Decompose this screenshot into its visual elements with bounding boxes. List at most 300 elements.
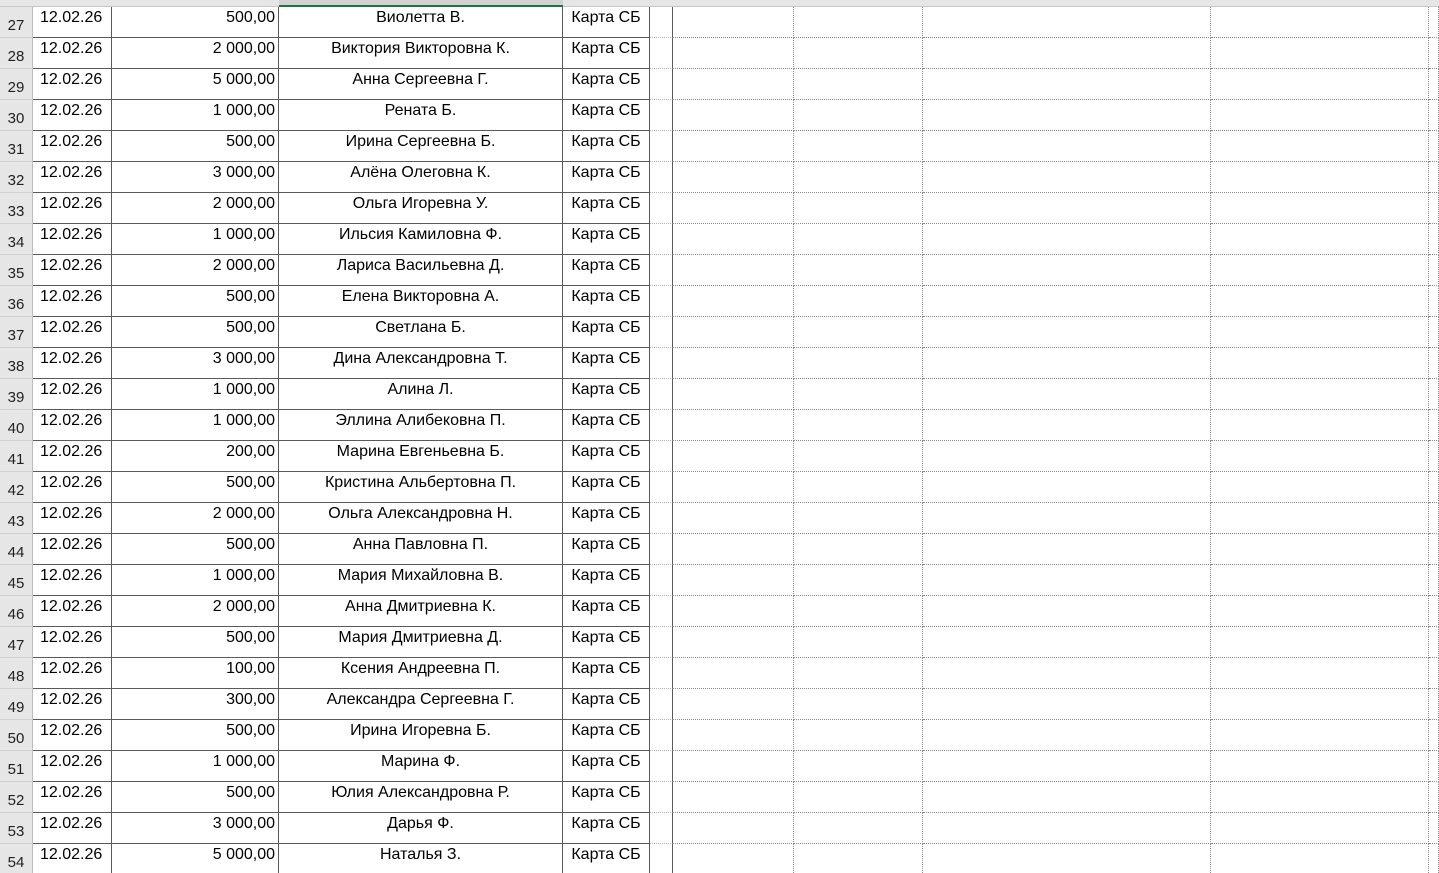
empty-cell[interactable] <box>1211 844 1429 873</box>
row-header[interactable]: 52 <box>0 782 33 813</box>
empty-cell[interactable] <box>650 441 673 472</box>
amount-cell[interactable]: 3 000,00 <box>112 162 279 193</box>
name-cell[interactable]: Рената Б. <box>279 100 563 131</box>
amount-cell[interactable]: 300,00 <box>112 689 279 720</box>
name-cell[interactable]: Эллина Алибековна П. <box>279 410 563 441</box>
empty-cell[interactable] <box>923 720 1211 751</box>
empty-cell[interactable] <box>1211 100 1429 131</box>
empty-cell[interactable] <box>1211 193 1429 224</box>
empty-cell[interactable] <box>1429 100 1439 131</box>
date-cell[interactable]: 12.02.26 <box>33 255 112 286</box>
empty-cell[interactable] <box>1429 782 1439 813</box>
date-cell[interactable]: 12.02.26 <box>33 193 112 224</box>
empty-cell[interactable] <box>673 782 794 813</box>
name-cell[interactable]: Алёна Олеговна К. <box>279 162 563 193</box>
empty-cell[interactable] <box>794 472 923 503</box>
empty-cell[interactable] <box>1211 627 1429 658</box>
empty-cell[interactable] <box>650 720 673 751</box>
empty-cell[interactable] <box>673 441 794 472</box>
name-cell[interactable]: Анна Сергеевна Г. <box>279 69 563 100</box>
empty-cell[interactable] <box>673 844 794 873</box>
empty-cell[interactable] <box>1429 472 1439 503</box>
payment-method-cell[interactable]: Карта СБ <box>563 596 650 627</box>
empty-cell[interactable] <box>923 162 1211 193</box>
date-cell[interactable]: 12.02.26 <box>33 658 112 689</box>
row-header[interactable]: 40 <box>0 410 33 441</box>
empty-cell[interactable] <box>1211 255 1429 286</box>
row-header[interactable]: 27 <box>0 7 33 38</box>
name-cell[interactable]: Наталья З. <box>279 844 563 873</box>
empty-cell[interactable] <box>794 534 923 565</box>
amount-cell[interactable]: 3 000,00 <box>112 348 279 379</box>
empty-cell[interactable] <box>1211 534 1429 565</box>
empty-cell[interactable] <box>1211 379 1429 410</box>
empty-cell[interactable] <box>794 162 923 193</box>
payment-method-cell[interactable]: Карта СБ <box>563 441 650 472</box>
payment-method-cell[interactable]: Карта СБ <box>563 627 650 658</box>
empty-cell[interactable] <box>1429 627 1439 658</box>
payment-method-cell[interactable]: Карта СБ <box>563 224 650 255</box>
row-header[interactable]: 38 <box>0 348 33 379</box>
empty-cell[interactable] <box>1211 162 1429 193</box>
date-cell[interactable]: 12.02.26 <box>33 782 112 813</box>
empty-cell[interactable] <box>794 69 923 100</box>
name-cell[interactable]: Анна Павловна П. <box>279 534 563 565</box>
empty-cell[interactable] <box>1429 534 1439 565</box>
empty-cell[interactable] <box>794 224 923 255</box>
empty-cell[interactable] <box>650 596 673 627</box>
empty-cell[interactable] <box>650 689 673 720</box>
empty-cell[interactable] <box>650 131 673 162</box>
date-cell[interactable]: 12.02.26 <box>33 503 112 534</box>
empty-cell[interactable] <box>923 751 1211 782</box>
payment-method-cell[interactable]: Карта СБ <box>563 69 650 100</box>
empty-cell[interactable] <box>673 7 794 38</box>
empty-cell[interactable] <box>923 69 1211 100</box>
empty-cell[interactable] <box>1211 658 1429 689</box>
payment-method-cell[interactable]: Карта СБ <box>563 162 650 193</box>
row-header[interactable]: 34 <box>0 224 33 255</box>
empty-cell[interactable] <box>673 38 794 69</box>
amount-cell[interactable]: 200,00 <box>112 441 279 472</box>
date-cell[interactable]: 12.02.26 <box>33 100 112 131</box>
row-header[interactable]: 48 <box>0 658 33 689</box>
empty-cell[interactable] <box>673 193 794 224</box>
empty-cell[interactable] <box>923 441 1211 472</box>
empty-cell[interactable] <box>794 565 923 596</box>
row-header[interactable]: 53 <box>0 813 33 844</box>
date-cell[interactable]: 12.02.26 <box>33 751 112 782</box>
date-cell[interactable]: 12.02.26 <box>33 69 112 100</box>
name-cell[interactable]: Кристина Альбертовна П. <box>279 472 563 503</box>
empty-cell[interactable] <box>650 503 673 534</box>
date-cell[interactable]: 12.02.26 <box>33 472 112 503</box>
empty-cell[interactable] <box>794 751 923 782</box>
date-cell[interactable]: 12.02.26 <box>33 286 112 317</box>
amount-cell[interactable]: 2 000,00 <box>112 255 279 286</box>
empty-cell[interactable] <box>650 565 673 596</box>
empty-cell[interactable] <box>1211 410 1429 441</box>
empty-cell[interactable] <box>794 782 923 813</box>
date-cell[interactable]: 12.02.26 <box>33 720 112 751</box>
row-header[interactable]: 43 <box>0 503 33 534</box>
amount-cell[interactable]: 500,00 <box>112 286 279 317</box>
empty-cell[interactable] <box>673 565 794 596</box>
empty-cell[interactable] <box>650 379 673 410</box>
empty-cell[interactable] <box>794 317 923 348</box>
empty-cell[interactable] <box>673 813 794 844</box>
selected-column-header[interactable] <box>279 0 563 7</box>
empty-cell[interactable] <box>923 100 1211 131</box>
amount-cell[interactable]: 500,00 <box>112 317 279 348</box>
empty-cell[interactable] <box>673 720 794 751</box>
payment-method-cell[interactable]: Карта СБ <box>563 534 650 565</box>
empty-cell[interactable] <box>1211 565 1429 596</box>
date-cell[interactable]: 12.02.26 <box>33 131 112 162</box>
empty-cell[interactable] <box>923 689 1211 720</box>
name-cell[interactable]: Виктория Викторовна К. <box>279 38 563 69</box>
payment-method-cell[interactable]: Карта СБ <box>563 193 650 224</box>
payment-method-cell[interactable]: Карта СБ <box>563 782 650 813</box>
empty-cell[interactable] <box>650 38 673 69</box>
date-cell[interactable]: 12.02.26 <box>33 534 112 565</box>
row-header[interactable]: 51 <box>0 751 33 782</box>
empty-cell[interactable] <box>650 162 673 193</box>
empty-cell[interactable] <box>1429 813 1439 844</box>
empty-cell[interactable] <box>923 193 1211 224</box>
empty-cell[interactable] <box>794 255 923 286</box>
empty-cell[interactable] <box>650 782 673 813</box>
empty-cell[interactable] <box>1211 286 1429 317</box>
row-header[interactable]: 54 <box>0 844 33 873</box>
date-cell[interactable]: 12.02.26 <box>33 844 112 873</box>
empty-cell[interactable] <box>1211 441 1429 472</box>
empty-cell[interactable] <box>923 565 1211 596</box>
date-cell[interactable]: 12.02.26 <box>33 38 112 69</box>
amount-cell[interactable]: 2 000,00 <box>112 503 279 534</box>
name-cell[interactable]: Мария Дмитриевна Д. <box>279 627 563 658</box>
empty-cell[interactable] <box>1429 689 1439 720</box>
name-cell[interactable]: Ильсия Камиловна Ф. <box>279 224 563 255</box>
empty-cell[interactable] <box>650 348 673 379</box>
payment-method-cell[interactable]: Карта СБ <box>563 844 650 873</box>
name-cell[interactable]: Ксения Андреевна П. <box>279 658 563 689</box>
amount-cell[interactable]: 500,00 <box>112 131 279 162</box>
empty-cell[interactable] <box>673 348 794 379</box>
empty-cell[interactable] <box>673 472 794 503</box>
payment-method-cell[interactable]: Карта СБ <box>563 286 650 317</box>
empty-cell[interactable] <box>650 627 673 658</box>
name-cell[interactable]: Марина Евгеньевна Б. <box>279 441 563 472</box>
empty-cell[interactable] <box>673 658 794 689</box>
payment-method-cell[interactable]: Карта СБ <box>563 565 650 596</box>
row-header[interactable]: 49 <box>0 689 33 720</box>
empty-cell[interactable] <box>794 627 923 658</box>
row-header[interactable]: 41 <box>0 441 33 472</box>
empty-cell[interactable] <box>1211 348 1429 379</box>
empty-cell[interactable] <box>1211 317 1429 348</box>
date-cell[interactable]: 12.02.26 <box>33 813 112 844</box>
amount-cell[interactable]: 2 000,00 <box>112 193 279 224</box>
empty-cell[interactable] <box>650 286 673 317</box>
empty-cell[interactable] <box>673 751 794 782</box>
empty-cell[interactable] <box>794 844 923 873</box>
amount-cell[interactable]: 1 000,00 <box>112 565 279 596</box>
empty-cell[interactable] <box>923 7 1211 38</box>
empty-cell[interactable] <box>923 472 1211 503</box>
payment-method-cell[interactable]: Карта СБ <box>563 658 650 689</box>
amount-cell[interactable]: 500,00 <box>112 7 279 38</box>
empty-cell[interactable] <box>1429 224 1439 255</box>
row-header[interactable]: 47 <box>0 627 33 658</box>
row-header[interactable]: 30 <box>0 100 33 131</box>
name-cell[interactable]: Светлана Б. <box>279 317 563 348</box>
empty-cell[interactable] <box>923 782 1211 813</box>
empty-cell[interactable] <box>650 813 673 844</box>
row-header[interactable]: 44 <box>0 534 33 565</box>
amount-cell[interactable]: 500,00 <box>112 534 279 565</box>
payment-method-cell[interactable]: Карта СБ <box>563 255 650 286</box>
name-cell[interactable]: Елена Викторовна А. <box>279 286 563 317</box>
empty-cell[interactable] <box>1429 131 1439 162</box>
empty-cell[interactable] <box>673 162 794 193</box>
name-cell[interactable]: Ирина Игоревна Б. <box>279 720 563 751</box>
date-cell[interactable]: 12.02.26 <box>33 162 112 193</box>
empty-cell[interactable] <box>794 131 923 162</box>
payment-method-cell[interactable]: Карта СБ <box>563 813 650 844</box>
row-header[interactable]: 36 <box>0 286 33 317</box>
empty-cell[interactable] <box>923 38 1211 69</box>
empty-cell[interactable] <box>673 255 794 286</box>
name-cell[interactable]: Мария Михайловна В. <box>279 565 563 596</box>
name-cell[interactable]: Лариса Васильевна Д. <box>279 255 563 286</box>
empty-cell[interactable] <box>1211 38 1429 69</box>
row-header[interactable]: 45 <box>0 565 33 596</box>
empty-cell[interactable] <box>923 224 1211 255</box>
empty-cell[interactable] <box>923 534 1211 565</box>
name-cell[interactable]: Виолетта В. <box>279 7 563 38</box>
payment-method-cell[interactable]: Карта СБ <box>563 317 650 348</box>
date-cell[interactable]: 12.02.26 <box>33 410 112 441</box>
name-cell[interactable]: Дина Александровна Т. <box>279 348 563 379</box>
empty-cell[interactable] <box>673 503 794 534</box>
empty-cell[interactable] <box>794 286 923 317</box>
empty-cell[interactable] <box>1429 565 1439 596</box>
empty-cell[interactable] <box>1429 720 1439 751</box>
amount-cell[interactable]: 2 000,00 <box>112 38 279 69</box>
payment-method-cell[interactable]: Карта СБ <box>563 100 650 131</box>
amount-cell[interactable]: 500,00 <box>112 782 279 813</box>
empty-cell[interactable] <box>1211 689 1429 720</box>
empty-cell[interactable] <box>1429 193 1439 224</box>
payment-method-cell[interactable]: Карта СБ <box>563 503 650 534</box>
empty-cell[interactable] <box>673 627 794 658</box>
name-cell[interactable]: Дарья Ф. <box>279 813 563 844</box>
empty-cell[interactable] <box>1429 503 1439 534</box>
empty-cell[interactable] <box>650 224 673 255</box>
empty-cell[interactable] <box>650 193 673 224</box>
date-cell[interactable]: 12.02.26 <box>33 224 112 255</box>
name-cell[interactable]: Александра Сергеевна Г. <box>279 689 563 720</box>
empty-cell[interactable] <box>794 503 923 534</box>
row-header[interactable]: 28 <box>0 38 33 69</box>
row-header[interactable]: 42 <box>0 472 33 503</box>
column-header-bar[interactable] <box>0 0 1439 7</box>
empty-cell[interactable] <box>673 131 794 162</box>
empty-cell[interactable] <box>1429 751 1439 782</box>
amount-cell[interactable]: 500,00 <box>112 472 279 503</box>
empty-cell[interactable] <box>1429 38 1439 69</box>
empty-cell[interactable] <box>673 534 794 565</box>
empty-cell[interactable] <box>673 410 794 441</box>
empty-cell[interactable] <box>650 317 673 348</box>
date-cell[interactable]: 12.02.26 <box>33 379 112 410</box>
empty-cell[interactable] <box>1429 348 1439 379</box>
amount-cell[interactable]: 1 000,00 <box>112 100 279 131</box>
row-header[interactable]: 29 <box>0 69 33 100</box>
empty-cell[interactable] <box>1211 751 1429 782</box>
empty-cell[interactable] <box>923 286 1211 317</box>
amount-cell[interactable]: 500,00 <box>112 627 279 658</box>
empty-cell[interactable] <box>794 410 923 441</box>
empty-cell[interactable] <box>794 720 923 751</box>
empty-cell[interactable] <box>650 69 673 100</box>
empty-cell[interactable] <box>923 131 1211 162</box>
payment-method-cell[interactable]: Карта СБ <box>563 38 650 69</box>
empty-cell[interactable] <box>1211 7 1429 38</box>
amount-cell[interactable]: 3 000,00 <box>112 813 279 844</box>
empty-cell[interactable] <box>794 596 923 627</box>
empty-cell[interactable] <box>1429 286 1439 317</box>
date-cell[interactable]: 12.02.26 <box>33 689 112 720</box>
empty-cell[interactable] <box>794 441 923 472</box>
date-cell[interactable]: 12.02.26 <box>33 7 112 38</box>
amount-cell[interactable]: 1 000,00 <box>112 224 279 255</box>
payment-method-cell[interactable]: Карта СБ <box>563 7 650 38</box>
empty-cell[interactable] <box>650 472 673 503</box>
empty-cell[interactable] <box>1429 410 1439 441</box>
empty-cell[interactable] <box>1211 224 1429 255</box>
empty-cell[interactable] <box>794 658 923 689</box>
empty-cell[interactable] <box>1211 596 1429 627</box>
empty-cell[interactable] <box>1211 131 1429 162</box>
empty-cell[interactable] <box>673 379 794 410</box>
empty-cell[interactable] <box>1429 596 1439 627</box>
empty-cell[interactable] <box>650 844 673 873</box>
empty-cell[interactable] <box>673 69 794 100</box>
empty-cell[interactable] <box>650 658 673 689</box>
amount-cell[interactable]: 2 000,00 <box>112 596 279 627</box>
name-cell[interactable]: Ольга Александровна Н. <box>279 503 563 534</box>
empty-cell[interactable] <box>673 596 794 627</box>
empty-cell[interactable] <box>1429 844 1439 873</box>
row-header[interactable]: 33 <box>0 193 33 224</box>
empty-cell[interactable] <box>1429 255 1439 286</box>
empty-cell[interactable] <box>794 379 923 410</box>
row-header[interactable]: 39 <box>0 379 33 410</box>
payment-method-cell[interactable]: Карта СБ <box>563 689 650 720</box>
empty-cell[interactable] <box>1429 69 1439 100</box>
row-header[interactable]: 32 <box>0 162 33 193</box>
empty-cell[interactable] <box>1211 813 1429 844</box>
date-cell[interactable]: 12.02.26 <box>33 317 112 348</box>
empty-cell[interactable] <box>923 410 1211 441</box>
empty-cell[interactable] <box>1429 379 1439 410</box>
empty-cell[interactable] <box>1429 441 1439 472</box>
empty-cell[interactable] <box>794 100 923 131</box>
date-cell[interactable]: 12.02.26 <box>33 348 112 379</box>
empty-cell[interactable] <box>650 534 673 565</box>
row-header[interactable]: 37 <box>0 317 33 348</box>
empty-cell[interactable] <box>673 224 794 255</box>
amount-cell[interactable]: 100,00 <box>112 658 279 689</box>
amount-cell[interactable]: 5 000,00 <box>112 69 279 100</box>
empty-cell[interactable] <box>1211 69 1429 100</box>
empty-cell[interactable] <box>794 193 923 224</box>
empty-cell[interactable] <box>923 348 1211 379</box>
row-header[interactable]: 31 <box>0 131 33 162</box>
amount-cell[interactable]: 1 000,00 <box>112 379 279 410</box>
empty-cell[interactable] <box>1429 317 1439 348</box>
empty-cell[interactable] <box>650 255 673 286</box>
empty-cell[interactable] <box>1429 658 1439 689</box>
amount-cell[interactable]: 500,00 <box>112 720 279 751</box>
empty-cell[interactable] <box>794 7 923 38</box>
empty-cell[interactable] <box>1211 503 1429 534</box>
name-cell[interactable]: Марина Ф. <box>279 751 563 782</box>
empty-cell[interactable] <box>794 689 923 720</box>
empty-cell[interactable] <box>794 38 923 69</box>
empty-cell[interactable] <box>673 100 794 131</box>
name-cell[interactable]: Алина Л. <box>279 379 563 410</box>
empty-cell[interactable] <box>923 503 1211 534</box>
name-cell[interactable]: Ирина Сергеевна Б. <box>279 131 563 162</box>
row-header[interactable]: 46 <box>0 596 33 627</box>
amount-cell[interactable]: 1 000,00 <box>112 751 279 782</box>
amount-cell[interactable]: 5 000,00 <box>112 844 279 873</box>
date-cell[interactable]: 12.02.26 <box>33 565 112 596</box>
empty-cell[interactable] <box>923 596 1211 627</box>
name-cell[interactable]: Юлия Александровна Р. <box>279 782 563 813</box>
empty-cell[interactable] <box>923 813 1211 844</box>
empty-cell[interactable] <box>673 286 794 317</box>
name-cell[interactable]: Анна Дмитриевна К. <box>279 596 563 627</box>
empty-cell[interactable] <box>650 410 673 441</box>
empty-cell[interactable] <box>794 813 923 844</box>
payment-method-cell[interactable]: Карта СБ <box>563 131 650 162</box>
empty-cell[interactable] <box>794 348 923 379</box>
empty-cell[interactable] <box>923 627 1211 658</box>
date-cell[interactable]: 12.02.26 <box>33 627 112 658</box>
payment-method-cell[interactable]: Карта СБ <box>563 410 650 441</box>
empty-cell[interactable] <box>650 7 673 38</box>
empty-cell[interactable] <box>923 317 1211 348</box>
empty-cell[interactable] <box>923 658 1211 689</box>
empty-cell[interactable] <box>673 317 794 348</box>
row-header[interactable]: 50 <box>0 720 33 751</box>
empty-cell[interactable] <box>650 751 673 782</box>
empty-cell[interactable] <box>650 100 673 131</box>
empty-cell[interactable] <box>1429 7 1439 38</box>
empty-cell[interactable] <box>673 689 794 720</box>
payment-method-cell[interactable]: Карта СБ <box>563 751 650 782</box>
date-cell[interactable]: 12.02.26 <box>33 441 112 472</box>
payment-method-cell[interactable]: Карта СБ <box>563 379 650 410</box>
empty-cell[interactable] <box>1211 782 1429 813</box>
payment-method-cell[interactable]: Карта СБ <box>563 472 650 503</box>
empty-cell[interactable] <box>923 255 1211 286</box>
row-header[interactable]: 35 <box>0 255 33 286</box>
